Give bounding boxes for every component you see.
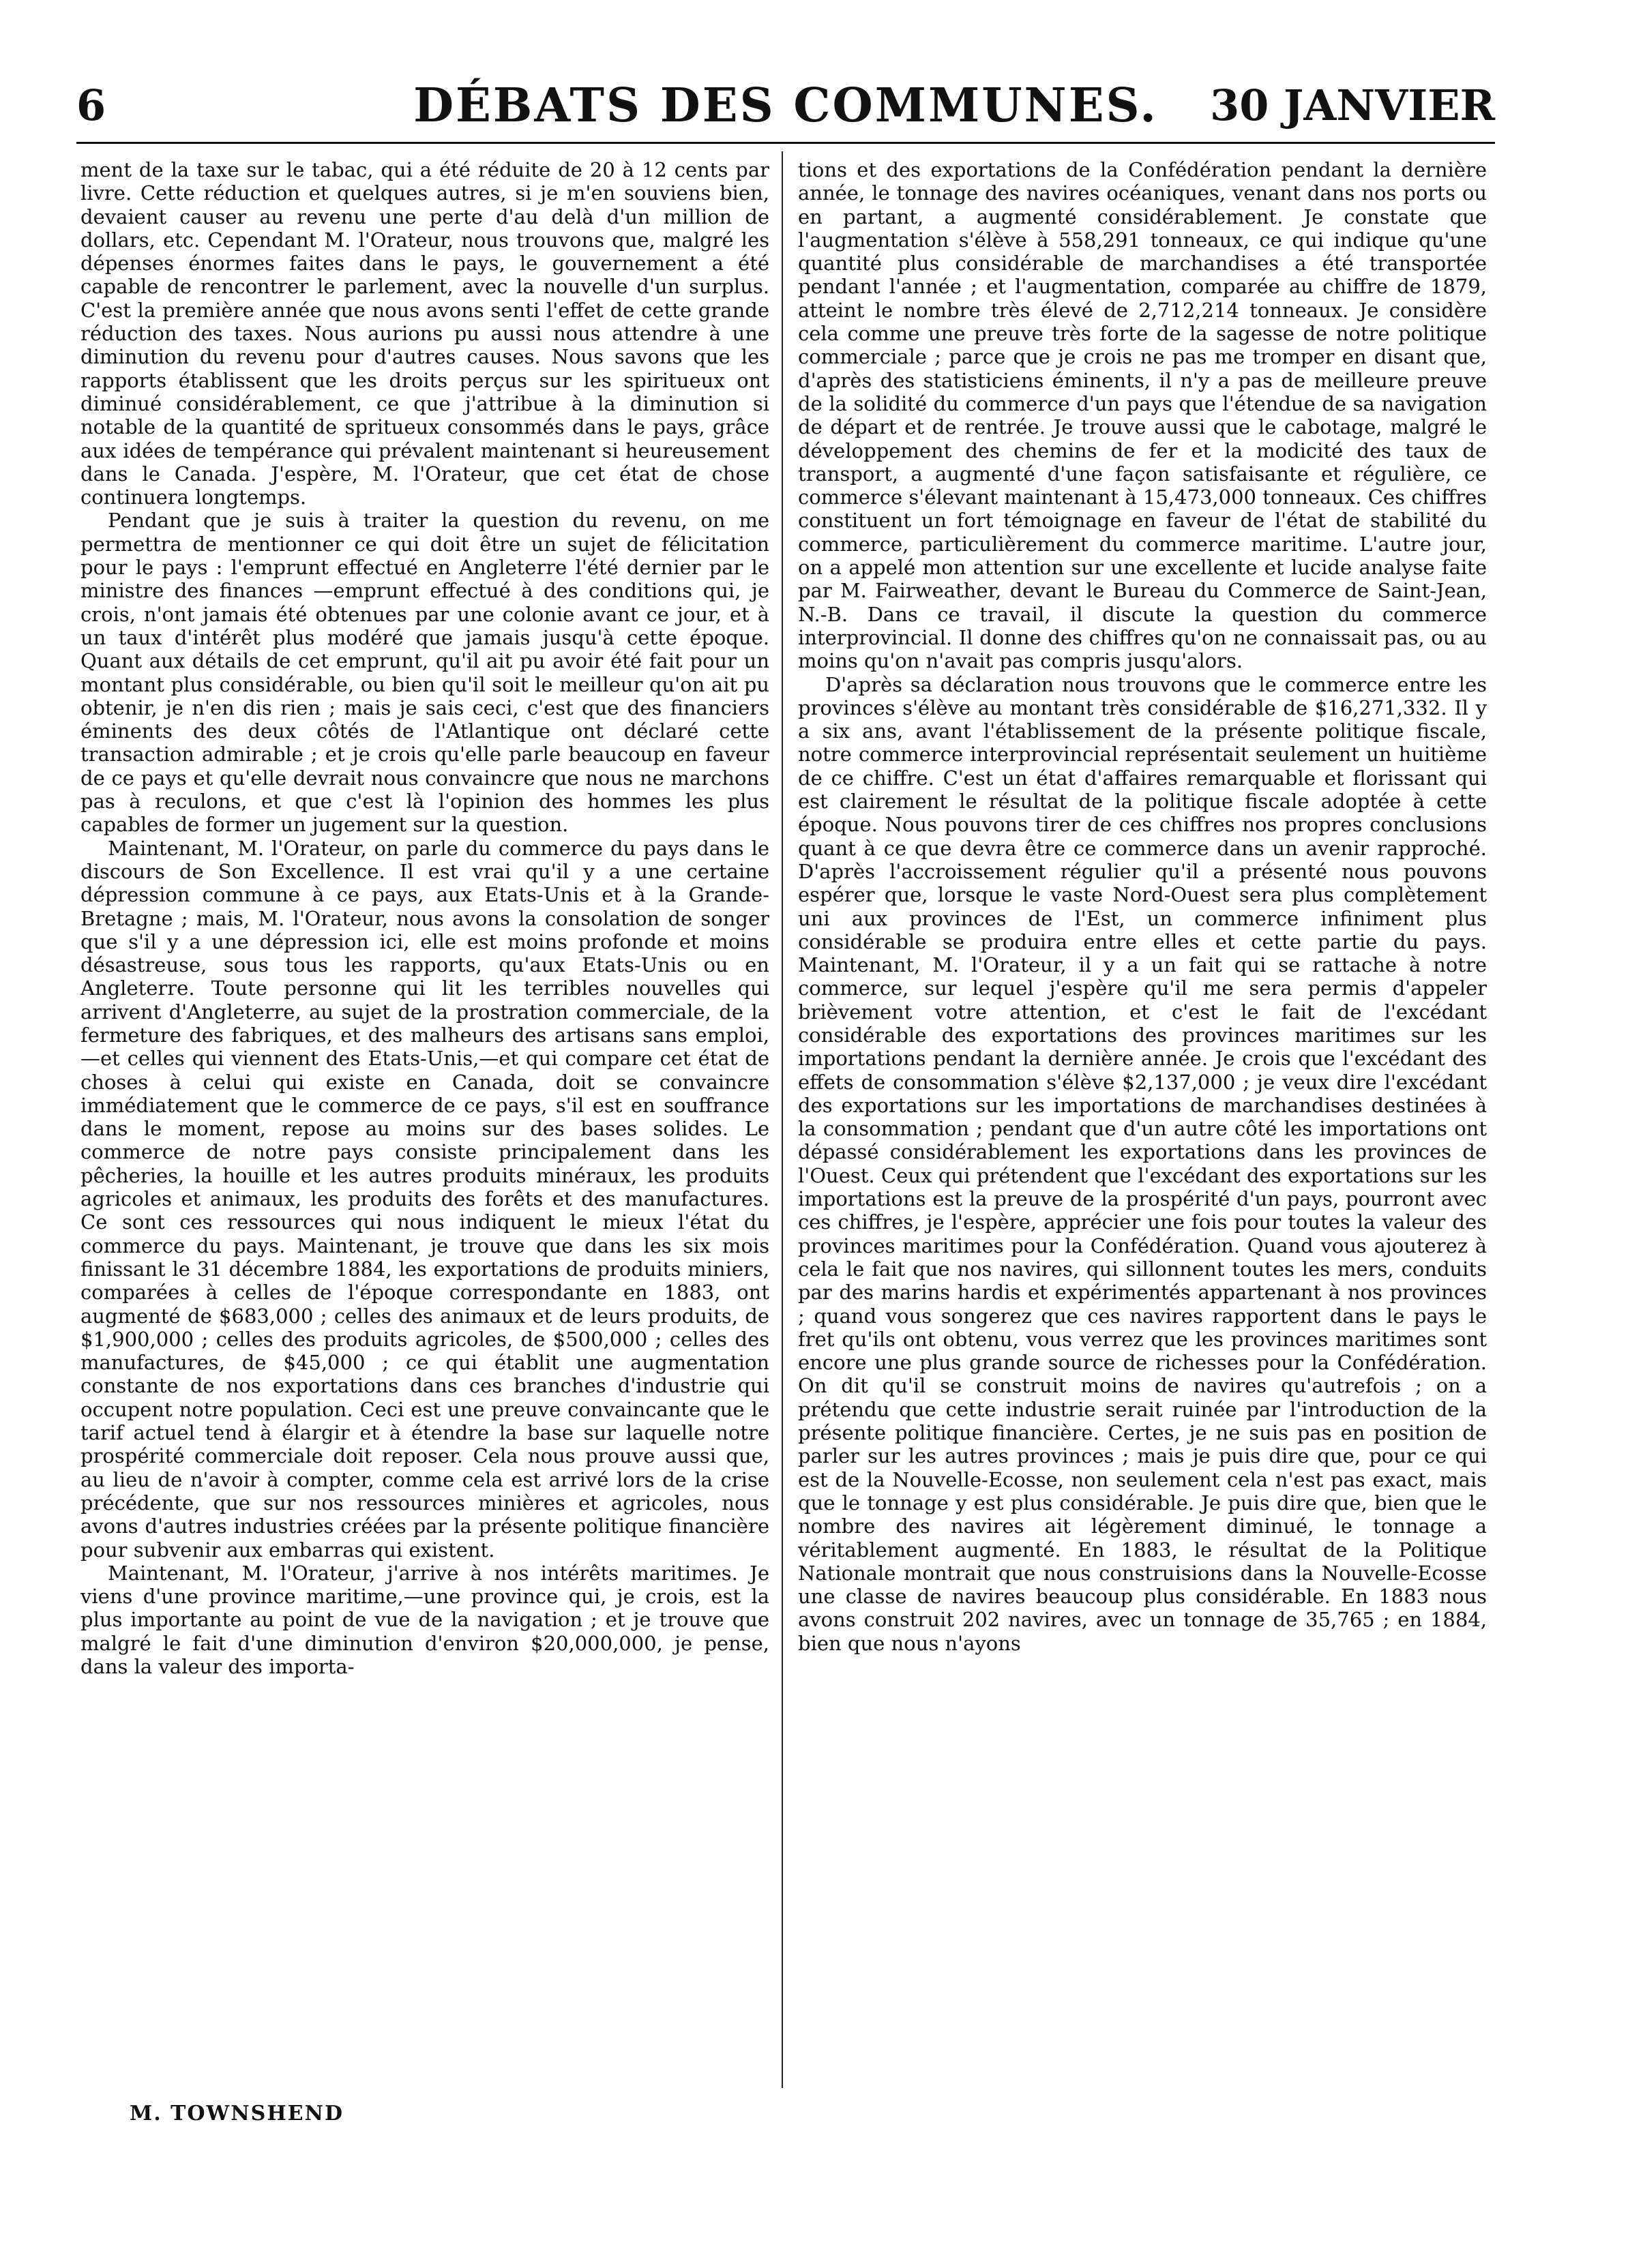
paragraph: Maintenant, M. l'Orateur, on parle du commerce du pays dans le discours de Son Excellence. Il est vrai qu'il y a une certaine dépression commune à ce pays, aux Etats-Unis et à la Grande-Bretagne ; mais, M. l'Orateur, nous avons la consolation de songer que s'il y a une dépression ici, elle est moins profonde et moins désastreuse, sous tous les rapports, qu'aux Etats-Unis ou en Angleterre. Toute personne qui lit les terribles nouvelles qui arrivent d'Angleterre, au sujet de la prostration commerciale, de la fermeture des fabriques, et des malheurs des artisans sans emploi,—et celles qui viennent des Etats-Unis,—et qui compare cet état de choses à celui qui existe en Canada, doit se convaincre immédiatement que le commerce de ce pays, s'il est en souffrance dans le moment, repose au moins sur des bases solides. Le commerce de notre pays consiste principalement dans les pêcheries, la houille et les autres produits minéraux, les produits agricoles et animaux, les produits des forêts et des manufactures. Ce sont ces ressources qui nous indiquent le mieux l'état du commerce du pays. Maintenant, je trouve que dans les six mois finissant le 31 décembre 1884, les exportations de produits miniers, comparées à celles de l'époque correspondante en 1883, ont augmenté de $683,000 ; celles des animaux et de leurs produits, de $1,900,000 ; celles des produits agricoles, de $500,000 ; celles des manufactures, de $45,000 ; ce qui établit une augmentation constante de nos exportations dans ces branches d'industrie qui occupent notre population. Ceci est une preuve convaincante que le tarif actuel tend à élargir et à étendre la base sur laquelle notre prospérité commerciale doit reposer. Cela nous prouve aussi que, au lieu de n'avoir à compter, comme cela est arrivé lors de la crise précédente, que sur nos ressources minières et agricoles, nous avons d'autres industries créées par la présente politique financière pour subvenir aux embarras qui existent. [80, 836, 769, 1562]
paragraph: ment de la taxe sur le tabac, qui a été réduite de 20 à 12 cents par livre. Cette réduction et quelques autres, si je m'en souviens bien, devaient causer au revenu une perte d'au delà d'un million de dollars, etc. Cependant M. l'Orateur, nous trouvons que, malgré les dépenses énormes faites dans le pays, le gouvernement a été capable de rencontrer le parlement, avec la nouvelle d'un surplus. C'est la première année que nous avons senti l'effet de cette grande réduction des taxes. Nous aurions pu aussi nous attendre à une diminution du revenu pour d'autres causes. Nous savons que les rapports établissent que les droits perçus sur les spiritueux ont diminué considérablement, ce que j'attribue à la diminution si notable de la quantité de spritueux consommés dans le pays, grâce aux idées de tempérance qui prévalent maintenant si heureusement dans le Canada. J'espère, M. l'Orateur, que cet état de chose continuera longtemps. [80, 158, 769, 509]
right-column [798, 158, 1487, 2122]
column-divider [782, 151, 783, 2088]
page-title: DÉBATS DES COMMUNES. [413, 78, 1158, 133]
paragraph: tions et des exportations de la Confédération pendant la dernière année, le tonnage des navires océaniques, venant dans nos ports ou en partant, a augmenté considérablement. Je constate que l'augmentation s'élève à 558,291 tonneaux, ce qui indique qu'une quantité plus considérable de marchandises a été transportée pendant l'année ; et l'augmentation, comparée au chiffre de 1879, atteint le nombre très élevé de 2,712,214 tonneaux. Je considère cela comme une preuve très forte de la sagesse de notre politique commerciale ; parce que je crois ne pas me tromper en disant que, d'après des statisticiens éminents, il n'y a pas de meilleure preuve de la solidité du commerce d'un pays que l'étendue de sa navigation de départ et de rentrée. Je trouve aussi que le cabotage, malgré le développement des chemins de fer et la modicité des taux de transport, a augmenté d'une façon satisfaisante et régulière, ce commerce s'élevant maintenant à 15,473,000 tonneaux. Ces chiffres constituent un fort témoignage en faveur de l'état de stabilité du commerce, particulièrement du commerce maritime. L'autre jour, on a appelé mon attention sur une excellente et lucide analyse faite par M. Fairweather, devant le Bureau du Commerce de Saint-Jean, N.-B. Dans ce travail, il discute la question du commerce interprovincial. Il donne des chiffres qu'on ne connaissait pas, ou au moins qu'on n'avait pas compris jusqu'alors. [798, 158, 1487, 673]
speaker-name: M. TOWNSHEND [130, 2102, 344, 2125]
paragraph: D'après sa déclaration nous trouvons que le commerce entre les provinces s'élève au montant très considérable de $16,271,332. Il y a six ans, avant l'établissement de la présente politique fiscale, notre commerce interprovincial représentait seulement un huitième de ce chiffre. C'est un état d'affaires remarquable et florissant qui est clairement le résultat de la politique fiscale adoptée à cette époque. Nous pouvons tirer de ces chiffres nos propres conclusions quant à ce que devra être ce commerce dans un avenir rapproché. D'après l'accroissement régulier qu'il a présenté nous pouvons espérer que, lorsque le vaste Nord-Ouest sera plus complètement uni aux provinces de l'Est, un commerce infiniment plus considérable se produira entre elles et cette partie du pays. Maintenant, M. l'Orateur, il y a un fait qui se rattache à notre commerce, sur lequel j'espère qu'il me sera permis d'appeler brièvement votre attention, et c'est le fait de l'excédant considérable des exportations des provinces maritimes sur les importations pendant la dernière année. Je crois que l'excédant des effets de consommation s'élève $2,137,000 ; je veux dire l'excédant des exportations sur les importations de marchandises destinées à la consommation ; pendant que d'un autre côté les importations ont dépassé considérablement les exportations dans les provinces de l'Ouest. Ceux qui prétendent que l'excédant des exportations sur les importations est la preuve de la prospérité d'un pays, pourront avec ces chiffres, je l'espère, apprécier une fois pour toutes la valeur des provinces maritimes pour la Confédération. Quand vous ajouterez à cela le fait que nos navires, qui sillonnent toutes les mers, conduits par des marins hardis et expérimentés appartenant à nos provinces ; quand vous songerez que ces navires rapportent dans le pays le fret qu'ils ont obtenu, vous verrez que les provinces maritimes sont encore une plus grande source de richesses pour la Confédération. On dit qu'il se construit moins de navires qu'autrefois ; on a prétendu que cette industrie serait ruinée par l'introduction de la présente politique financière. Certes, je ne suis pas en position de parler sur les autres provinces ; mais je puis dire que, pour ce qui est de la Nouvelle-Ecosse, non seulement cela n'est pas exact, mais que le tonnage y est plus considérable. Je puis dire que, bien que le nombre des navires ait légèrement diminué, le tonnage a véritablement augmenté. En 1883, le résultat de la Politique Nationale montrait que nous construisions dans la Nouvelle-Ecosse une classe de navires beaucoup plus considérable. En 1883 nous avons construit 202 navires, avec un tonnage de 35,765 ; en 1884, bien que nous n'ayons [798, 672, 1487, 1655]
page-number: 6 [76, 80, 106, 130]
paragraph: Maintenant, M. l'Orateur, j'arrive à nos intérêts maritimes. Je viens d'une province maritime,—une province qui, je crois, est la plus importante au point de vue de la navigation ; et je trouve que malgré le fait d'une diminution d'environ $20,000,000, je pense, dans la valeur des importa- [80, 1561, 769, 1678]
paragraph: Pendant que je suis à traiter la question du revenu, on me permettra de mentionner ce qui doit être un sujet de félicitation pour le pays : l'emprunt effectué en Angleterre l'été dernier par le ministre des finances —emprunt effectué à des conditions qui, je crois, n'ont jamais été obtenues par une colonie avant ce jour, et à un taux d'intérêt plus modéré que jamais jusqu'à cette époque. Quant aux détails de cet emprunt, qu'il ait pu avoir été fait pour un montant plus considérable, ou bien qu'il soit le meilleur qu'on ait pu obtenir, je n'en dis rien ; mais je sais ceci, c'est que des financiers éminents des deux côtés de l'Atlantique ont déclaré cette transaction admirable ; et je crois qu'elle parle beaucoup en faveur de ce pays et qu'elle devrait nous convaincre que nous ne marchons pas à reculons, et que c'est là l'opinion des hommes les plus capables de former un jugement sur la question. [80, 509, 769, 837]
header-rule [76, 142, 1495, 144]
left-column [80, 158, 769, 2122]
page-header [76, 76, 1495, 135]
page-date: 30 JANVIER [1210, 80, 1495, 130]
